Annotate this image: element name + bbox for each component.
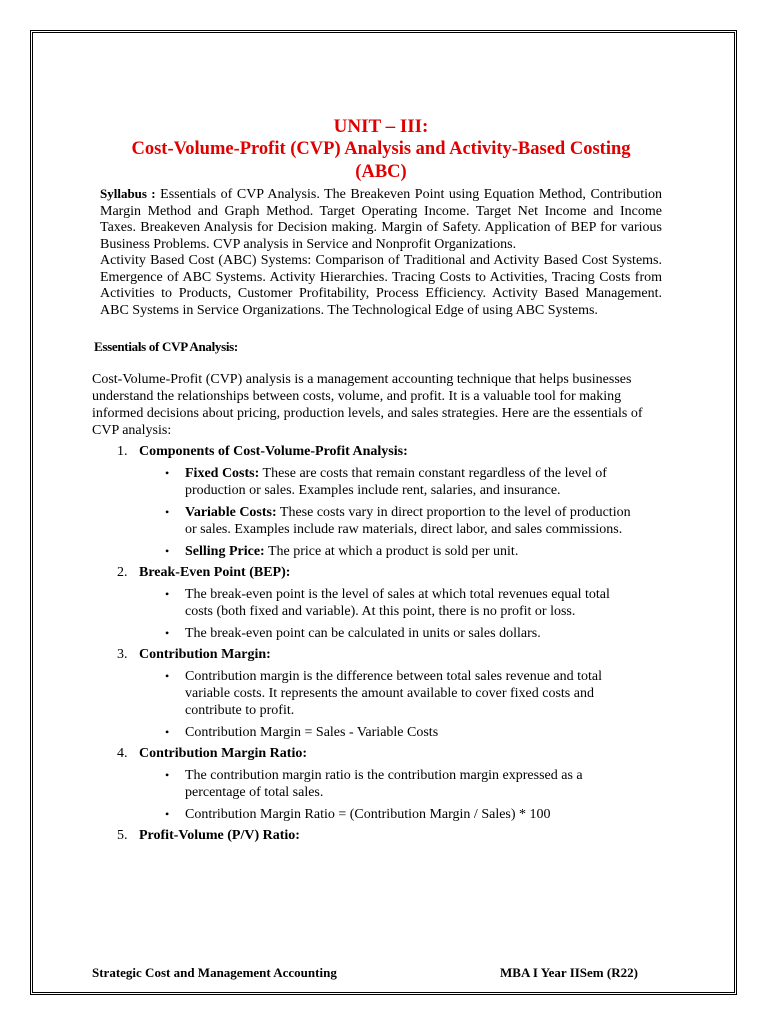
list-number: 5.	[117, 828, 128, 843]
bullet-term: Fixed Costs:	[185, 466, 260, 481]
page-content	[92, 116, 663, 844]
bullet-icon: •	[165, 466, 170, 480]
bullet-text: Contribution Margin = Sales - Variable Costs	[185, 725, 439, 740]
bullet-list	[100, 767, 662, 823]
bullet-text: The price at which a product is sold per unit.	[264, 544, 519, 559]
list-heading: Break-Even Point (BEP):	[139, 565, 291, 580]
bullet-text: These are costs that remain constant regardless of the level of production or sales. Examples include rent, salaries, and insurance.	[185, 466, 607, 498]
list-item	[100, 827, 662, 844]
bullet-icon: •	[165, 544, 170, 558]
bullet-text: The break-even point is the level of sales at which total revenues equal total costs (both fixed and variable). At this point, there is no profit or loss.	[185, 587, 610, 619]
bullet-text: These costs vary in direct proportion to the level of production or sales. Examples include raw materials, direct labor, and sales commissions.	[185, 505, 631, 537]
list-heading: Profit-Volume (P/V) Ratio:	[139, 828, 300, 843]
chapter-title-line1: Cost-Volume-Profit (CVP) Analysis and Activity-Based Costing	[131, 139, 631, 159]
list-number: 3.	[117, 647, 128, 662]
list-number: 1.	[117, 444, 128, 459]
bullet-item	[100, 806, 635, 823]
syllabus-block	[100, 186, 662, 319]
bullet-term: Variable Costs:	[185, 505, 277, 520]
bullet-item	[100, 504, 635, 538]
bullet-list	[100, 586, 662, 642]
bullet-item	[100, 668, 635, 719]
section-intro: Cost-Volume-Profit (CVP) analysis is a management accounting technique that helps businesses understand the relationships between costs, volume, and profit. It is a valuable tool for making informed decisions about pricing, production levels, and sales strategies. Here are the essentials of CVP analysis:	[92, 372, 643, 438]
list-heading: Contribution Margin:	[139, 647, 271, 662]
list-item	[100, 443, 662, 560]
bullet-list	[100, 465, 662, 560]
unit-title: UNIT – III:	[333, 116, 429, 137]
list-number: 2.	[117, 565, 128, 580]
bullet-item	[100, 625, 635, 642]
bullet-list	[100, 668, 662, 741]
list-heading: Contribution Margin Ratio:	[139, 746, 307, 761]
list-heading: Components of Cost-Volume-Profit Analysis:	[139, 444, 408, 459]
bullet-icon: •	[165, 768, 170, 782]
numbered-list	[100, 443, 662, 844]
chapter-title-line2: (ABC)	[355, 162, 407, 182]
bullet-item	[100, 465, 635, 499]
bullet-icon: •	[165, 587, 170, 601]
bullet-item	[100, 586, 635, 620]
list-number: 4.	[117, 746, 128, 761]
list-item	[100, 646, 662, 741]
syllabus-paragraph-2: Activity Based Cost (ABC) Systems: Comparison of Traditional and Activity Based Cost Systems. Emergence of ABC Systems. Activity Hierarchies. Tracing Costs to Activities, Tracing Costs from Activities to Products, Customer Profitability, Process Efficiency. Activity Based Management. ABC Systems in Service Organizations. The Technological Edge of using ABC Systems.	[100, 253, 662, 318]
bullet-text: Contribution margin is the difference between total sales revenue and total variable costs. It represents the amount available to cover fixed costs and contribute to profit.	[185, 669, 603, 718]
list-item	[100, 564, 662, 642]
bullet-icon: •	[165, 669, 170, 683]
bullet-icon: •	[165, 505, 170, 519]
bullet-term: Selling Price:	[185, 544, 265, 559]
section-heading: Essentials of CVP Analysis:	[94, 339, 238, 354]
chapter-title	[100, 138, 662, 184]
bullet-icon: •	[165, 626, 170, 640]
bullet-item	[100, 767, 635, 801]
list-item	[100, 745, 662, 823]
bullet-icon: •	[165, 807, 170, 821]
syllabus-label: Syllabus :	[100, 186, 156, 201]
bullet-text: The break-even point can be calculated in units or sales dollars.	[185, 626, 541, 641]
bullet-item	[100, 724, 635, 741]
syllabus-text-1: Essentials of CVP Analysis. The Breakeven Point using Equation Method, Contribution Margin Method and Graph Method. Target Operating Income. Target Net Income and Income Taxes. Breakeven Analysis for Decision making. Margin of Safety. Application of BEP for various Business Problems. CVP analysis in Service and Nonprofit Organizations.	[100, 187, 663, 252]
footer-course: Strategic Cost and Management Accounting	[92, 965, 337, 980]
syllabus-paragraph-1	[100, 186, 662, 253]
footer-program: MBA I Year IISem (R22)	[500, 965, 638, 980]
bullet-icon: •	[165, 725, 170, 739]
bullet-text: The contribution margin ratio is the contribution margin expressed as a percentage of total sales.	[185, 768, 583, 800]
bullet-item	[100, 543, 635, 560]
bullet-text: Contribution Margin Ratio = (Contribution Margin / Sales) * 100	[185, 807, 551, 822]
